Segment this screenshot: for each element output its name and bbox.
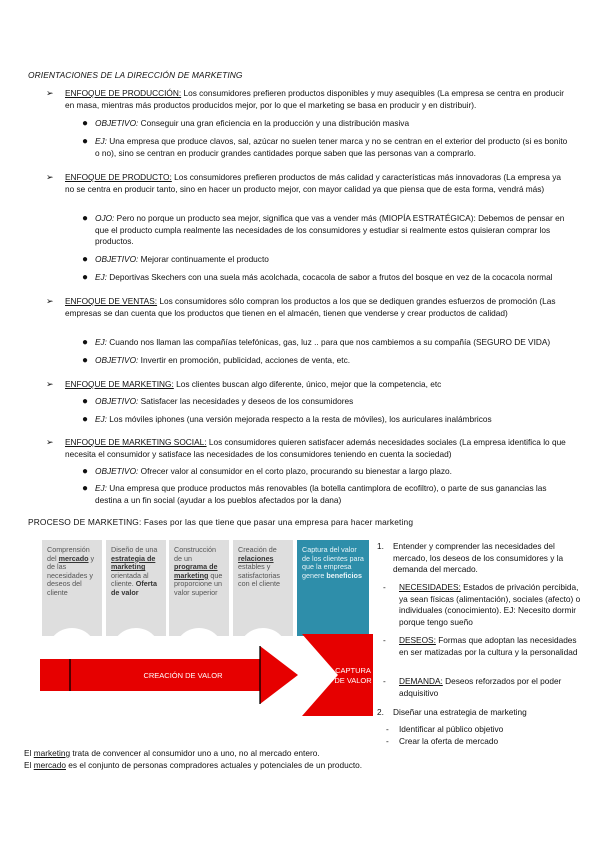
creation-label: CREACIÓN DE VALOR [143,671,223,680]
list-item [82,337,572,349]
section-producto [46,172,571,195]
bullet-text: Ofrecer valor al consumidor en el corto plazo, procurando su bienestar a largo plazo. [138,466,452,476]
sub-label: DESEOS: [399,635,436,645]
bullet-dot-icon: ● [82,414,89,425]
bullet-text: Invertir en promoción, publicidad, acciones de venta, etc. [138,355,351,365]
section-head: ENFOQUE DE MARKETING: [65,379,174,389]
list-item [82,272,582,284]
section-head: ENFOQUE DE PRODUCTO: [65,172,172,182]
capture-label-2: DE VALOR [334,676,372,685]
bullet-text: Una empresa que produce productos más renovables (la botella cantimplora de ecofiltro), o parte de sus ganancias las destina a un fin social (ayudar a los pueblos afectados por la dana) [95,483,547,505]
sub-text: Formas que adoptan las necesidades en ser matizadas por la cultura y la personalidad [399,635,578,657]
sub-text: Identificar al público objetivo [399,724,504,734]
bullet-dot-icon: ● [82,254,89,265]
list-item [82,254,572,266]
arrow-bullet-icon: ➢ [46,88,54,98]
list-item [82,466,572,478]
phase-box-1: Comprensión del mercado y de las necesidades y deseos del cliente [42,540,102,636]
bullet-dot-icon: ● [82,272,89,283]
sub-item: - Crear la oferta de mercado [386,736,586,748]
section-body: Los consumidores prefieren productos disponibles y muy asequibles (La empresa se centra en producir en masa, mientras más productos producidos mejor, por lo que el marketing se basa en producir y en distribuir). [65,88,564,110]
bullet-dot-icon: ● [82,118,89,129]
list-item [82,118,572,130]
bullet-label: OBJETIVO: [95,254,139,264]
capture-label-1: CAPTURA [335,666,371,675]
sub-text: Deseos reforzados por el poder adquisitivo [399,676,562,698]
bullet-label: EJ: [95,414,107,424]
sub-text: Crear la oferta de mercado [399,736,499,746]
sub-item: - DESEOS: Formas que adoptan las necesidades en ser matizadas por la cultura y la personalidad [383,635,578,657]
list-item [82,414,572,426]
arrow-bullet-icon: ➢ [46,437,54,447]
sub-label: DEMANDA: [399,676,443,686]
page-title: ORIENTACIONES DE LA DIRECCIÓN DE MARKETING [28,70,243,80]
bullet-label: OJO: [95,213,115,223]
bullet-label: EJ: [95,272,107,282]
list-item [82,396,572,408]
bullet-label: OBJETIVO: [95,466,139,476]
bullet-dot-icon: ● [82,213,89,224]
section-marketing [46,379,571,391]
footer-line-1: El marketing trata de convencer al consumidor uno a uno, no al mercado entero. [24,748,320,758]
sub-item: - DEMANDA: Deseos reforzados por el poder adquisitivo [383,676,562,698]
item-number: 2. [377,707,384,717]
bullet-dot-icon: ● [82,396,89,407]
item-text: Entender y comprender las necesidades del mercado, los deseos de los consumidores y la demanda del mercado. [393,541,564,575]
list-item [82,355,572,367]
bullet-label: EJ: [95,136,107,146]
bullet-text: Conseguir una gran eficiencia en la producción y una distribución masiva [138,118,410,128]
bullet-text: Cuando nos llaman las compañías telefónicas, gas, luz .. para que nos cambiemos a su compañía (SEGURO DE VIDA) [107,337,551,347]
bullet-text: Satisfacer las necesidades y deseos de los consumidores [138,396,354,406]
arrow-bullet-icon: ➢ [46,172,54,182]
section-head: ENFOQUE DE MARKETING SOCIAL: [65,437,207,447]
arrow-bullet-icon: ➢ [46,379,54,389]
capture-value-box: Captura del valor de los clientes para que la empresa genere beneficios [297,540,369,636]
numbered-item-2 [377,707,587,719]
bullet-label: EJ: [95,483,107,493]
bullet-dot-icon: ● [82,337,89,348]
bullet-label: OBJETIVO: [95,396,139,406]
bullet-dot-icon: ● [82,355,89,366]
section-body: Los clientes buscan algo diferente, único, mejor que la competencia, etc [173,379,442,389]
bullet-label: EJ: [95,337,107,347]
sub-item: - Identificar al público objetivo [386,724,586,736]
section-body: Los consumidores prefieren productos de más calidad y características más innovadoras (La empresa ya no se centra en producir tanto, sino en hacer un producto mejor, con mayor calidad ya que piensa que de esta forma, vendrá más) [65,172,562,194]
phase-box-3: Construcción de un programa de marketing que proporcione un valor superior [169,540,229,636]
value-arrows [40,634,380,716]
bullet-text: Mejorar continuamente el producto [138,254,269,264]
bullet-dot-icon: ● [82,136,89,147]
item-text: Diseñar una estrategia de marketing [393,707,527,717]
bullet-dot-icon: ● [82,466,89,477]
arrow-bullet-icon: ➢ [46,296,54,306]
bullet-label: OBJETIVO: [95,355,139,365]
bullet-text: Deportivas Skechers con una suela más acolchada, cocacola de sabor a frutos del bosque en vez de la cocacola normal [107,272,553,282]
process-title: PROCESO DE MARKETING: Fases por las que tiene que pasar una empresa para hacer marketing [28,517,414,527]
phase-box-2: Diseño de una estrategia de marketing orientada al cliente. Oferta de valor [106,540,166,636]
section-marketing-social [46,437,571,460]
sub-label: NECESIDADES: [399,582,461,592]
phase-box-4: Creación de relaciones estables y satisfactorias con el cliente [233,540,293,636]
capture-arrow-shape [302,634,373,716]
list-item [82,136,572,159]
bullet-label: OBJETIVO: [95,118,139,128]
section-body: Los consumidores sólo compran los productos a los que se dediquen grandes esfuerzos de promoción (Las empresas se dan cuenta que los productos que tienen en el almacén, tienen que venderse y crear productos de calidad) [65,296,556,318]
bullet-dot-icon: ● [82,483,89,494]
section-produccion [46,88,571,111]
item-number: 1. [377,541,384,551]
footer-line-2: El mercado es el conjunto de personas compradores actuales y potenciales de un producto. [24,760,363,770]
sub-text: Estados de privación percibida, ya sean físicas (alimentación), sociales (afecto) o individuales (conocimiento). EJ: Necesito dormir porque tengo sueño [399,582,581,627]
section-ventas [46,296,571,319]
section-body: Los consumidores quieren satisfacer además necesidades sociales (La empresa identifica lo que necesita el consumidor y satisface las necesidades de los consumidores teniendo en cuenta la sociedad) [65,437,566,459]
bullet-text: Pero no porque un producto sea mejor, significa que vas a vender más (MIOPÍA ESTRATÉGICA): Debemos de pensar en que el producto cumpla realmente las necesidades de los consumidores y estudiar si realmente estos quisieran comprar los productos. [95,213,565,247]
sub-item: - NECESIDADES: Estados de privación percibida, ya sean físicas (alimentación), sociales (afecto) o individuales (conocimiento). EJ: Necesito dormir porque tengo sueño [383,582,581,627]
section-head: ENFOQUE DE VENTAS: [65,296,158,306]
list-item [82,483,572,506]
list-item [82,213,572,248]
section-head: ENFOQUE DE PRODUCCIÓN: [65,88,182,98]
bullet-text: Una empresa que produce clavos, sal, azúcar no suelen tener marca y no se centran en el exterior del producto (si es bonito o no), sino se centran en producir grandes cantidades porque saben que las personas van a comprarlo. [95,136,568,158]
numbered-item-1 [377,541,587,576]
bullet-text: Los móviles iphones (una versión mejorada respecto a la resta de móviles), los auriculares inalámbricos [107,414,492,424]
